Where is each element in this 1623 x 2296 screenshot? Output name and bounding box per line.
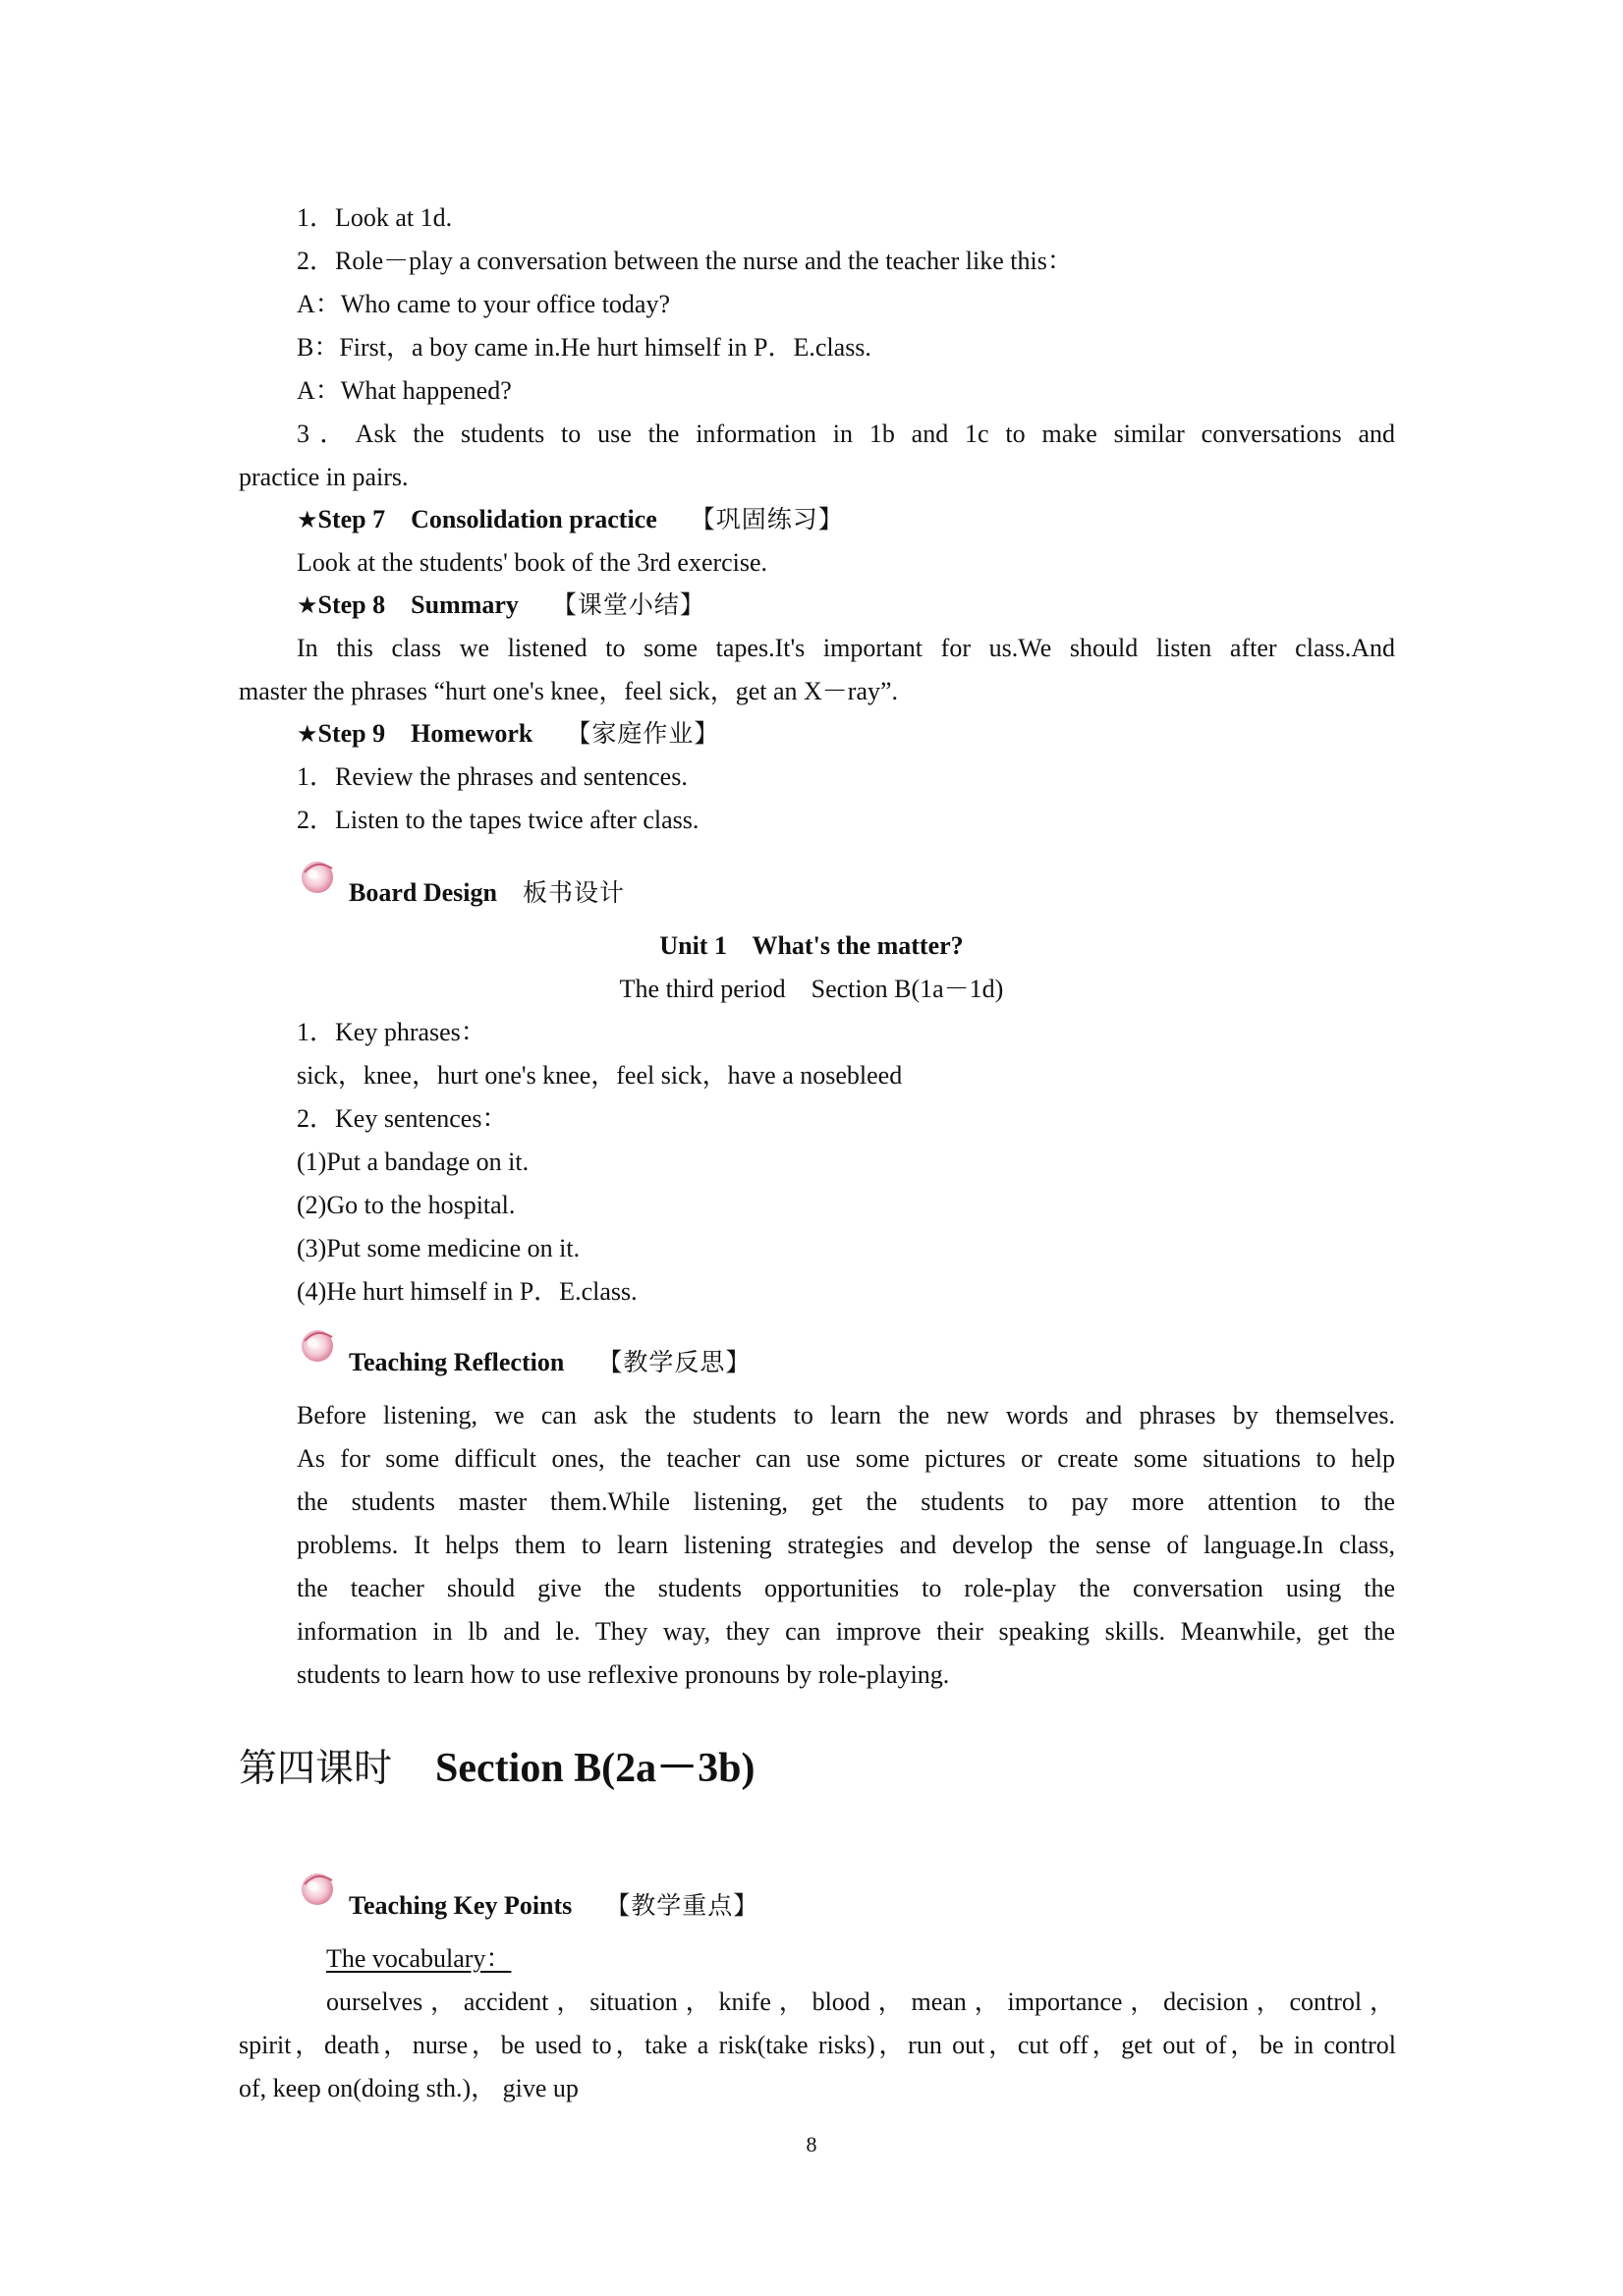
vocabulary-label: The vocabulary： [326, 1944, 512, 1973]
paragraph-line: problems. It helps them to learn listening strategies and develop the sense of language.In class, [297, 1531, 1395, 1559]
star-icon: ★ [297, 720, 318, 748]
text-line: A：Who came to your office today? [297, 290, 670, 318]
paragraph-line: the students master them.While listening, get the students to pay more attention to the [297, 1487, 1395, 1516]
section-title: Board Design [349, 878, 497, 907]
text-line: Look at the students' book of the 3rd exercise. [297, 548, 768, 577]
section-title: Teaching Reflection [349, 1348, 565, 1376]
lesson-title-cn: 第四课时 [239, 1747, 393, 1791]
section-title: Teaching Key Points [349, 1891, 573, 1920]
text-line: 2．Role－play a conversation between the nurse and the teacher like this： [297, 247, 1073, 275]
sentence-item: (2)Go to the hospital. [297, 1191, 516, 1219]
teaching-key-points-heading [349, 1890, 758, 1922]
section-title-cn: 板书设计 [522, 878, 625, 907]
vocabulary-line: of, keep on(doing sth.)， give up [239, 2074, 579, 2102]
paragraph-line: students to learn how to use reflexive pronouns by role-playing. [297, 1660, 950, 1689]
section-title-cn: 【教学重点】 [605, 1891, 759, 1920]
flower-bullet-icon [297, 1867, 338, 1908]
text-line: master the phrases “hurt one's knee，feel sick，get an X－ray”. [239, 677, 899, 705]
vocabulary-line: ourselves，accident，situation，knife，blood，mean，importance，decision，control， [326, 1988, 1395, 2016]
step-heading-7 [297, 504, 844, 535]
key-phrases: sick，knee，hurt one's knee，feel sick，have a nosebleed [297, 1061, 903, 1090]
text-line: In this class we listened to some tapes.It's important for us.We should listen after class.And [297, 634, 1395, 662]
board-period: The third period Section B(1a－1d) [619, 975, 1004, 1003]
text-line: practice in pairs. [239, 463, 409, 491]
flower-bullet-icon [297, 855, 338, 896]
paragraph-line: information in lb and le. They way, they can improve their speaking skills. Meanwhile, get the [297, 1617, 1395, 1646]
step-title: Summary [411, 590, 519, 619]
step-heading-8 [297, 589, 705, 621]
step-label: Step 9 [317, 719, 386, 748]
step-label: Step 7 [317, 505, 386, 533]
key-phrases-label: 1．Key phrases： [297, 1018, 486, 1046]
board-unit-title: Unit 1 What's the matter? [659, 931, 964, 960]
vocabulary-line: spirit，death，nurse，be used to，take a risk(take risks)，run out，cut off，get out of，be in control [239, 2031, 1396, 2059]
list-item: 1．Review the phrases and sentences. [297, 762, 688, 791]
lesson-title [239, 1741, 756, 1796]
teaching-reflection-heading [349, 1347, 751, 1378]
step-label: Step 8 [317, 590, 386, 619]
step-title: Homework [411, 719, 533, 748]
step-heading-9 [297, 718, 719, 750]
step-title: Consolidation practice [411, 505, 657, 533]
sentence-item: (1)Put a bandage on it. [297, 1148, 530, 1176]
paragraph-line: Before listening, we can ask the students to learn the new words and phrases by themselves. [297, 1401, 1395, 1429]
key-sentences-label: 2．Key sentences： [297, 1104, 508, 1133]
star-icon: ★ [297, 591, 318, 619]
lesson-title-en: Section B(2a－3b) [435, 1746, 756, 1791]
text-line: 1．Look at 1d. [297, 203, 453, 232]
paragraph-line: the teacher should give the students opportunities to role-play the conversation using the [297, 1574, 1395, 1602]
sentence-item: (4)He hurt himself in P．E.class. [297, 1277, 638, 1306]
paragraph-line: As for some difficult ones, the teacher can use some pictures or create some situations to help [297, 1444, 1395, 1473]
flower-bullet-icon [297, 1323, 338, 1365]
step-title-cn: 【巩固练习】 [690, 505, 844, 533]
step-title-cn: 【家庭作业】 [566, 719, 720, 748]
sentence-item: (3)Put some medicine on it. [297, 1234, 581, 1262]
step-title-cn: 【课堂小结】 [551, 590, 705, 619]
section-title-cn: 【教学反思】 [597, 1348, 752, 1376]
list-item: 2．Listen to the tapes twice after class. [297, 806, 700, 834]
text-line: 3．Ask the students to use the information in 1b and 1c to make similar conversations and [297, 420, 1395, 448]
text-line: A：What happened? [297, 376, 512, 405]
text-line: B：First，a boy came in.He hurt himself in P．E.class. [297, 333, 871, 362]
page-number: 8 [806, 2132, 817, 2156]
star-icon: ★ [297, 506, 318, 533]
board-design-heading [349, 877, 625, 909]
